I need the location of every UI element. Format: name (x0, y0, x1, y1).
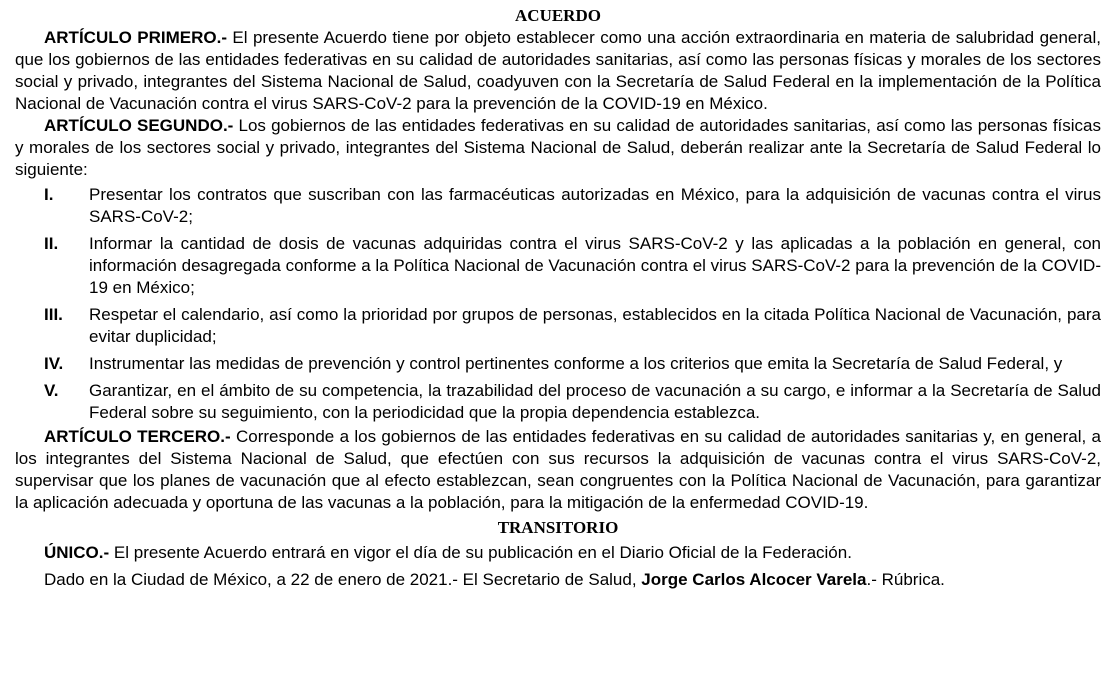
article-second-sep: .- (222, 116, 239, 135)
document-heading: ACUERDO (515, 6, 601, 25)
article-first-label: ARTÍCULO PRIMERO (44, 28, 217, 47)
article-third (15, 426, 1101, 514)
signature-suffix: .- Rúbrica. (866, 570, 945, 589)
obligations-list (15, 184, 1101, 424)
article-first-sep: .- (216, 28, 233, 47)
list-item (15, 353, 1101, 375)
list-item-text: Presentar los contratos que suscriban con las farmacéuticas autorizadas en México, para la adquisición de vacunas contra el virus SARS-CoV-2; (89, 185, 1101, 226)
list-item (15, 184, 1101, 228)
list-item-text: Informar la cantidad de dosis de vacunas adquiridas contra el virus SARS-CoV-2 y las aplicadas a la población en general, con información desagregada conforme a la Política Nacional de Vacunación contra el virus SARS-CoV-2 para la prevención de la COVID-19 en México; (89, 234, 1101, 297)
unico-text: El presente Acuerdo entrará en vigor el día de su publicación en el Diario Oficial de la Federación. (109, 543, 852, 562)
article-third-text: Corresponde a los gobiernos de las entidades federativas en su calidad de autoridades sanitarias y, en general, a los integrantes del Sistema Nacional de Salud, que efectúen con sus recursos la adquisición de vacunas contra el virus SARS-CoV-2, supervisar que los planes de vacunación que al efecto establezcan, sean congruentes con la Política Nacional de Vacunación, para garantizar la aplicación adecuada y oportuna de las vacunas a la población, para la mitigación de la enfermedad COVID-19. (15, 427, 1101, 512)
list-item-number: IV. (44, 354, 64, 373)
document-page (15, 0, 1101, 591)
article-second (15, 115, 1101, 181)
list-item-number: I. (44, 185, 54, 204)
unico-paragraph (15, 542, 1101, 564)
list-item (15, 380, 1101, 424)
unico-label: ÚNICO.- (44, 543, 110, 562)
article-first-text: El presente Acuerdo tiene por objeto establecer como una acción extraordinaria en materia de salubridad general, que los gobiernos de las entidades federativas en su calidad de autoridades sanitarias, así como las personas físicas y morales de los sectores social y privado, integrantes del Sistema Nacional de Salud, coadyuven con la Secretaría de Salud Federal en la implementación de la Política Nacional de Vacunación contra el virus SARS-CoV-2 para la prevención de la COVID-19 en México. (15, 28, 1101, 113)
signature-prefix: Dado en la Ciudad de México, a 22 de enero de 2021.- El Secretario de Salud, (44, 570, 642, 589)
article-third-sep: .- (220, 427, 236, 446)
list-item-number: V. (44, 381, 59, 400)
article-first (15, 27, 1101, 115)
list-item-number: II. (44, 234, 59, 253)
article-second-text: Los gobiernos de las entidades federativas en su calidad de autoridades sanitarias, así como las personas físicas y morales de los sectores social y privado, integrantes del Sistema Nacional de Salud, deberán realizar ante la Secretaría de Salud Federal lo siguiente: (15, 116, 1101, 179)
list-item-text: Garantizar, en el ámbito de su competencia, la trazabilidad del proceso de vacunación a su cargo, e informar a la Secretaría de Salud Federal sobre su seguimiento, con la periodicidad que la propia dependencia establezca. (89, 381, 1101, 422)
closing-section (15, 542, 1101, 591)
list-item-text: Respetar el calendario, así como la prioridad por grupos de personas, establecidos en la citada Política Nacional de Vacunación, para evitar duplicidad; (89, 305, 1101, 346)
list-item (15, 304, 1101, 348)
signer-name: Jorge Carlos Alcocer Varela (641, 570, 867, 589)
article-second-label: ARTÍCULO SEGUNDO (44, 116, 223, 135)
article-third-label: ARTÍCULO TERCERO (44, 427, 221, 446)
transitorio-heading: TRANSITORIO (497, 518, 619, 537)
list-item-text: Instrumentar las medidas de prevención y control pertinentes conforme a los criterios que emita la Secretaría de Salud Federal, y (89, 354, 1063, 373)
signature-line (15, 569, 1101, 591)
list-item (15, 233, 1101, 299)
list-item-number: III. (44, 305, 63, 324)
